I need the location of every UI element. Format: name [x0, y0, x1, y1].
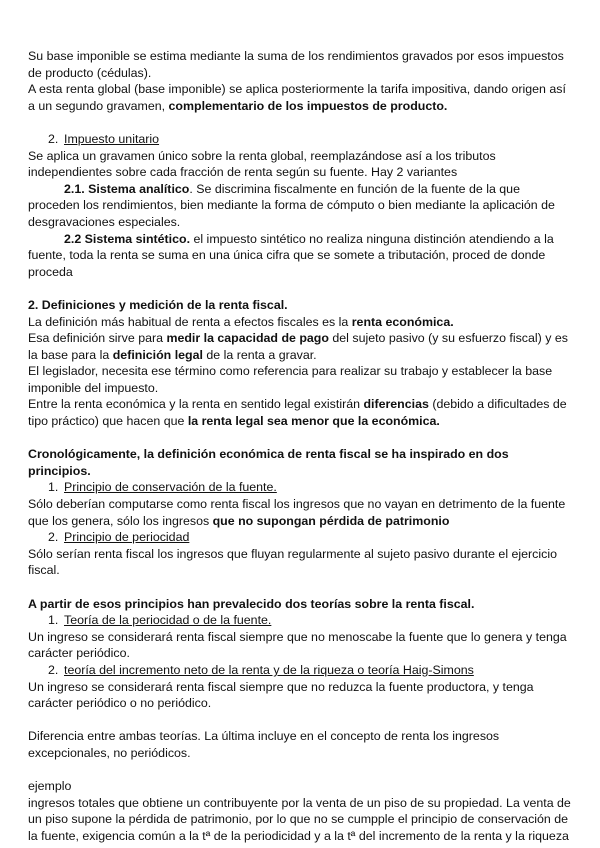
list-item-impuesto-unitario: [28, 131, 572, 148]
paragraph: Entre la renta económica y la renta en sentido legal existirán diferencias (debido a dificultades de tipo práctico) que hacen que la renta legal sea menor que la económica.: [28, 397, 567, 429]
section-title: Impuesto unitario: [64, 131, 160, 146]
bold-text: la renta legal sea menor que la económica.: [187, 414, 440, 429]
bold-text: diferencias: [363, 397, 429, 412]
bold-text: medir la capacidad de pago: [166, 331, 329, 346]
item-title: Teoría de la periocidad o de la fuente.: [64, 613, 272, 628]
paragraph: Su base imponible se estima mediante la suma de los rendimientos gravados por esos impuestos de producto (cédulas).: [28, 49, 564, 80]
subsection-label: 2.1. Sistema analítico: [64, 181, 190, 196]
subsection-label: 2.2 Sistema sintético.: [64, 231, 191, 246]
list-number: 1.: [48, 480, 59, 495]
section-heading: Cronológicamente, la definición económica de renta fiscal se ha inspirado en dos principios.: [28, 447, 509, 478]
paragraph: Sólo serían renta fiscal los ingresos que fluyan regularmente al sujeto pasivo durante el ejercicio fiscal.: [28, 546, 557, 578]
list-item-teoria-periocidad: [28, 612, 572, 629]
paragraph: Diferencia entre ambas teorías. La última incluye en el concepto de renta los ingresos excepcionales, no periódicos.: [28, 729, 500, 760]
paragraph: [28, 181, 572, 231]
list-number: 2.: [48, 662, 59, 677]
paragraph: Esa definición sirve para medir la capacidad de pago del sujeto pasivo (y su esfuerzo fiscal) y es la base para la definición legal de la renta a gravar.: [28, 331, 568, 362]
paragraph: [28, 81, 572, 114]
paragraph: [28, 231, 572, 281]
section-heading: A partir de esos principios han prevalecido dos teorías sobre la renta fiscal.: [28, 596, 475, 611]
list-item-principio-periocidad: [28, 529, 572, 546]
item-title: Principio de periocidad: [64, 530, 190, 545]
text-run: el impuesto sintético no realiza ninguna distinción atendiendo a la fuente, toda la renta se suma en una única cifra que se somete a tributación, proced de donde proceda: [28, 231, 554, 279]
bold-text: renta económica.: [351, 314, 454, 329]
item-title: Principio de conservación de la fuente.: [64, 480, 277, 495]
text-run: A esta renta global (base imponible) se aplica posteriormente la tarifa impositiva, dando origen así a un segundo gravamen,: [28, 82, 566, 113]
list-number: 1.: [48, 613, 59, 628]
list-item-principio-fuente: [28, 479, 572, 496]
bold-text: que no supongan pérdida de patrimonio: [212, 513, 450, 528]
paragraph: Sólo deberían computarse como renta fiscal los ingresos que no vayan en detrimento de la fuente que los genera, sólo los ingresos que no supongan pérdida de patrimonio: [28, 497, 566, 528]
list-number: 2.: [48, 530, 59, 545]
paragraph: Se aplica un gravamen único sobre la renta global, reemplazándose así a los tributos independientes sobre cada fracción de renta según su fuente. Hay 2 variantes: [28, 148, 496, 180]
item-title: teoría del incremento neto de la renta y de la riqueza o teoría Haig-Simons: [64, 662, 474, 677]
list-item-teoria-haig-simons: [28, 662, 572, 679]
list-number: 2.: [48, 131, 59, 146]
section-heading: 2. Definiciones y medición de la renta fiscal.: [28, 297, 288, 312]
paragraph: ingresos totales que obtiene un contribuyente por la venta de un piso de su propiedad. La venta de un piso supone la pérdida de patrimonio, por lo que no se cumpple el principio de conservación de la fuente, exigencia común a la tª de la periodicidad y a la tª del incremento de la renta y la riqueza: [28, 795, 571, 843]
bold-text: complementario de los impuestos de producto.: [168, 98, 448, 113]
paragraph: El legislador, necesita ese término como referencia para realizar su trabajo y establecer la base imponible del impuesto.: [28, 364, 553, 395]
paragraph: Un ingreso se considerará renta fiscal siempre que no menoscabe la fuente que lo genera y tenga carácter periódico.: [28, 629, 567, 661]
example-label: ejemplo: [28, 779, 72, 794]
text-run: . Se discrimina fiscalmente en función de la fuente de la que proceden los rendimientos, bien mediante la forma de cómputo o bien mediante la aplicación de desgravaciones especiales.: [28, 181, 555, 229]
bold-text: definición legal: [112, 347, 203, 362]
paragraph: Un ingreso se considerará renta fiscal siempre que no reduzca la fuente productora, y tenga carácter periódico o no periódico.: [28, 679, 534, 711]
paragraph: La definición más habitual de renta a efectos fiscales es la renta económica.: [28, 314, 454, 329]
